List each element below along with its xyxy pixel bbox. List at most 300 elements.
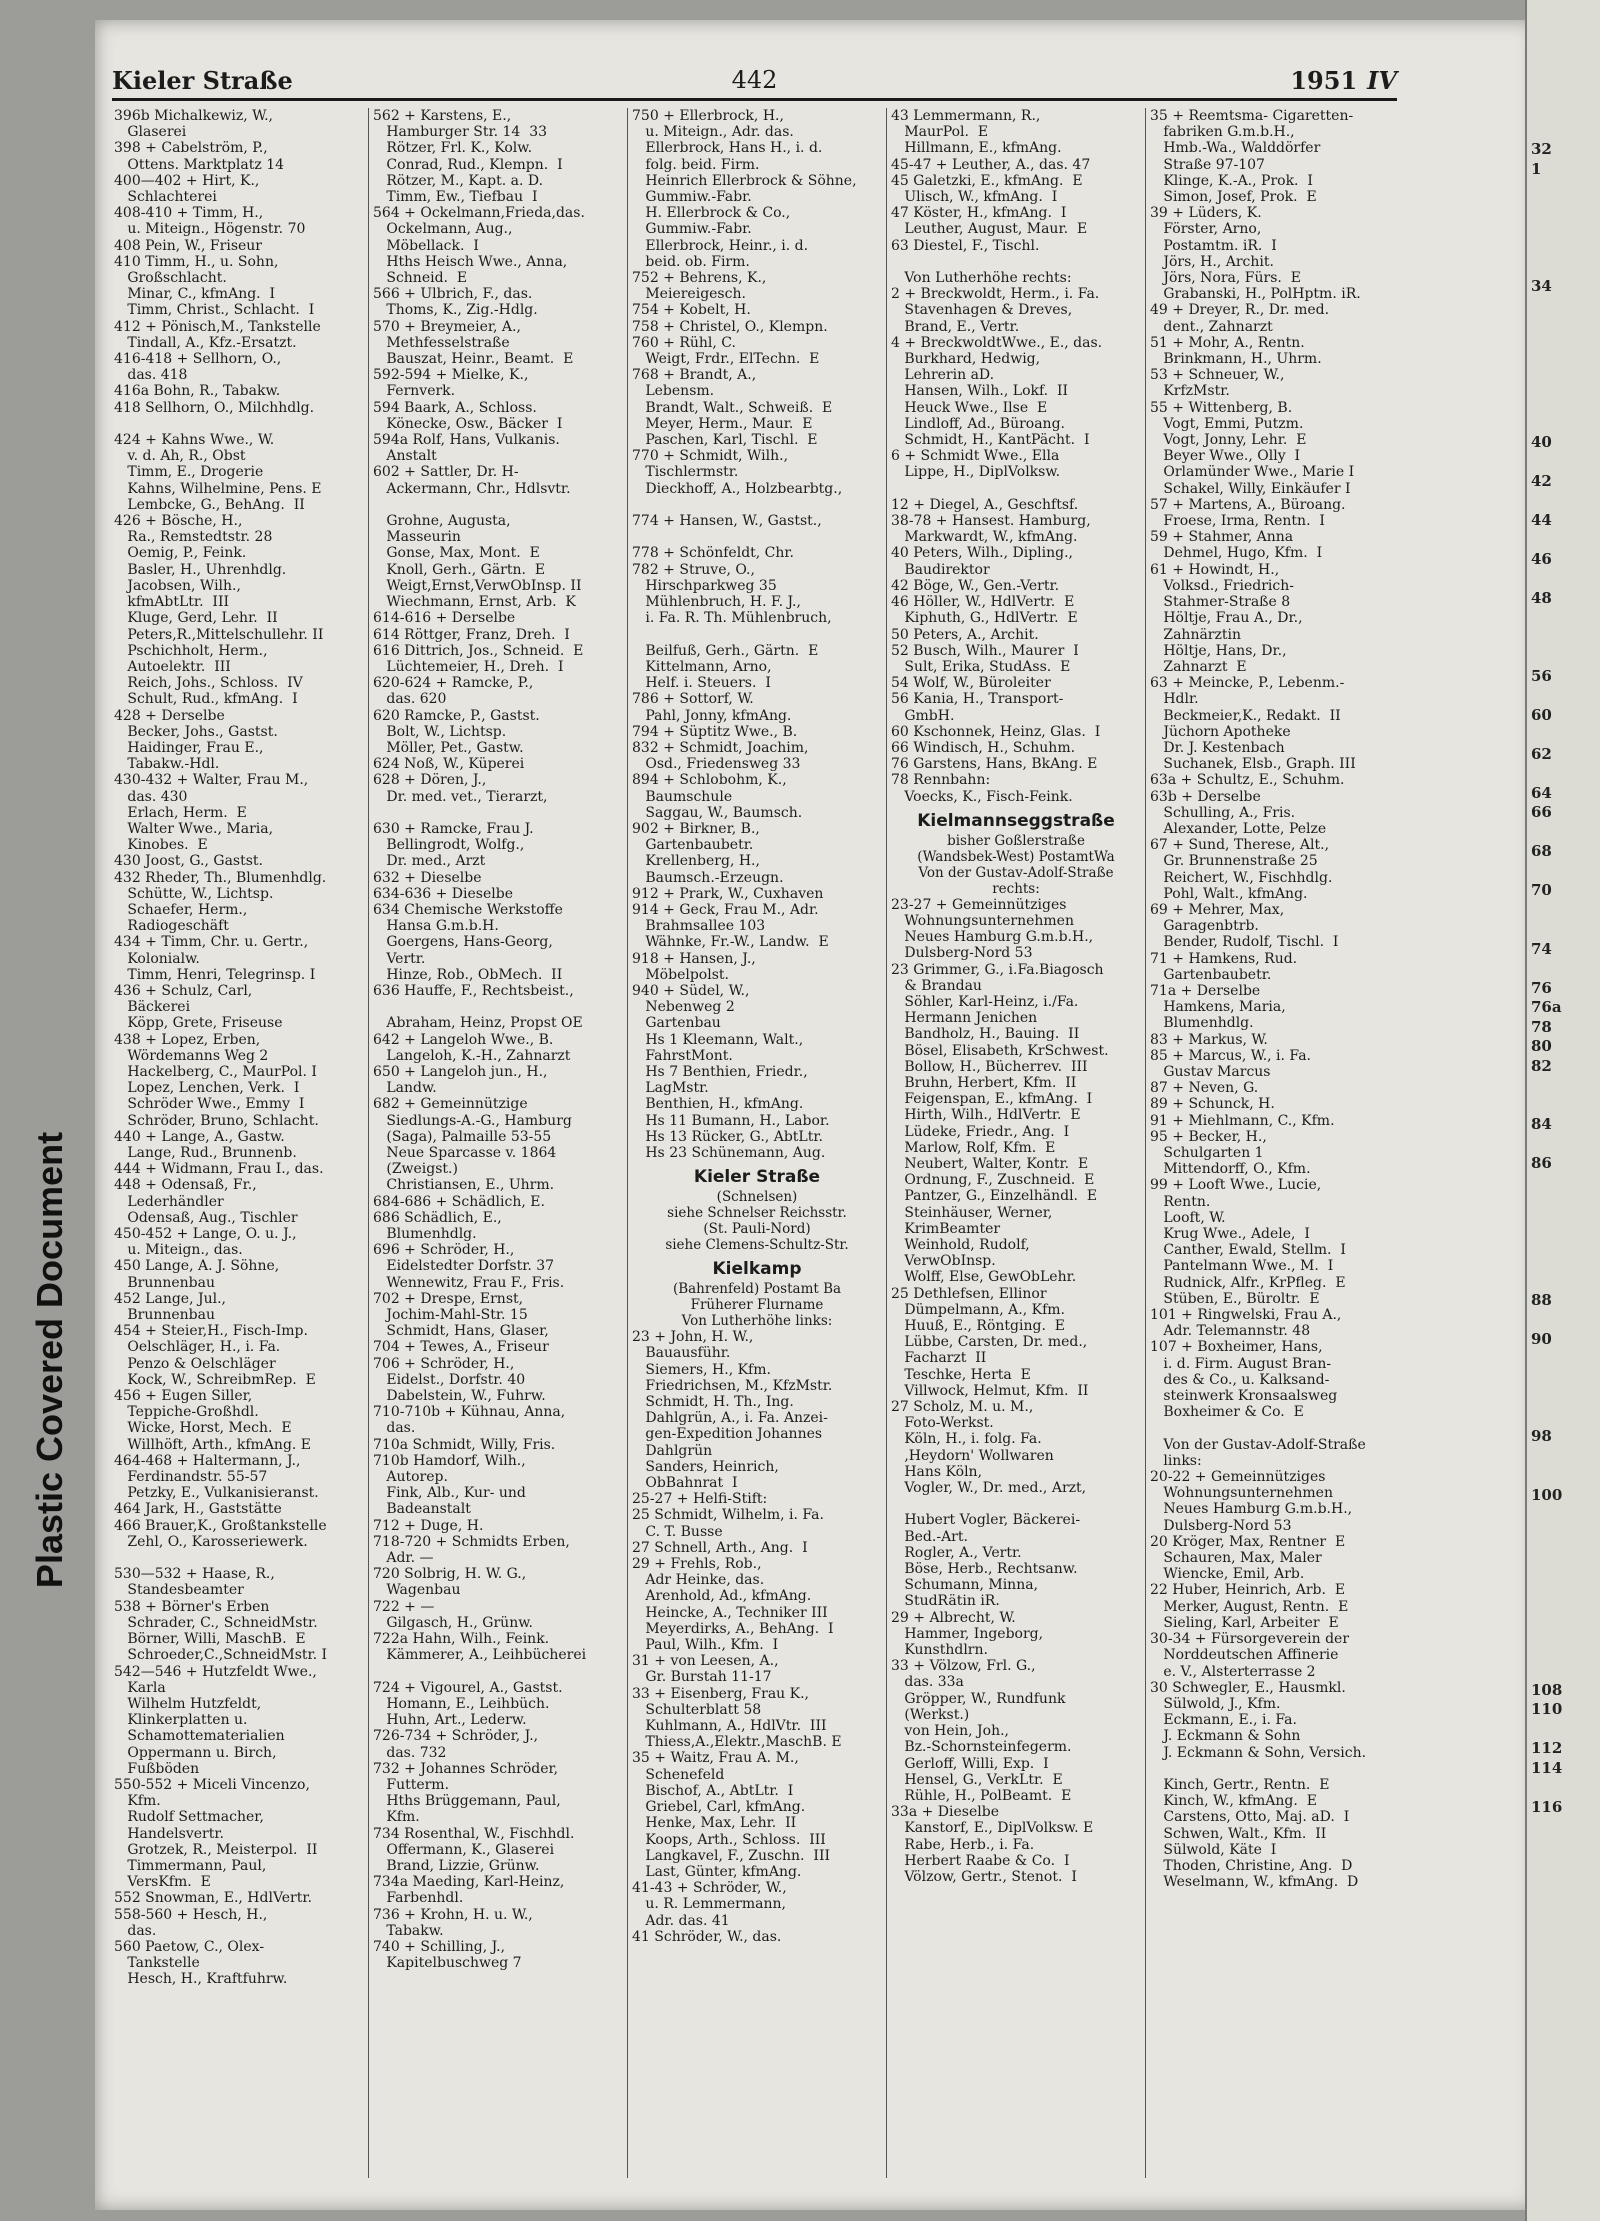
year-section [1290, 66, 1397, 95]
directory-entry: Eidelst., Dorfstr. 40 [373, 1371, 526, 1388]
directory-entry: FahrstMont. [632, 1047, 733, 1064]
directory-entry: 710-710b + Kühnau, Anna, [373, 1404, 566, 1421]
directory-entry: Vogler, W., Dr. med., Arzt, [891, 1480, 1087, 1497]
directory-entry: Schütte, W., Lichtsp. [114, 885, 274, 902]
directory-entry [373, 805, 623, 821]
directory-entry: 20 Kröger, Max, Rentner E [1150, 1533, 1346, 1550]
directory-entry: Hs 1 Kleemann, Walt., [632, 1031, 804, 1048]
directory-entry: Kittelmann, Arno, [632, 658, 772, 675]
directory-entry: Koops, Arth., Schloss. III [632, 1831, 826, 1848]
next-page-number [1527, 1096, 1600, 1116]
directory-entry: Jacobsen, Wilh., [114, 577, 241, 594]
directory-entry: Straße 97-107 [1150, 156, 1265, 173]
directory-entry: Langkavel, F., Zuschn. III [632, 1847, 831, 1864]
directory-entry: Christiansen, E., Uhrm. [373, 1177, 555, 1194]
directory-entry: Pantelmann Wwe., M. I [1150, 1258, 1334, 1275]
directory-entry: 636 Hauffe, F., Rechtsbeist., [373, 982, 574, 999]
directory-entry: Timmermann, Paul, [114, 1857, 267, 1874]
section-note: siehe Clemens-Schultz-Str. [665, 1237, 849, 1254]
section-note: Von Lutherhöhe links: [681, 1313, 833, 1330]
directory-entry: Burkhard, Hedwig, [891, 351, 1041, 368]
directory-entry: 720 Solbrig, H. W. G., [373, 1566, 527, 1583]
directory-entry: Meyer, Herm., Maur. E [632, 415, 813, 432]
directory-entry: Eidelstedter Dorfstr. 37 [373, 1258, 555, 1275]
directory-entry: Beyer Wwe., Olly I [1150, 448, 1301, 465]
next-page-number [1527, 569, 1600, 589]
directory-entry: Heincke, A., Techniker III [632, 1604, 828, 1621]
directory-entry: 650 + Langeloh jun., H., [373, 1063, 548, 1080]
directory-entry: 794 + Süptitz Wwe., B. [632, 723, 798, 740]
directory-entry: Postamtm. iR. I [1150, 237, 1277, 254]
directory-entry: 33 + Eisenberg, Frau K., [632, 1685, 810, 1702]
directory-entry: Saggau, W., Baumsch. [632, 804, 803, 821]
directory-entry: 564 + Ockelmann,Frieda,das. [373, 205, 585, 222]
column-4 [887, 108, 1146, 2178]
directory-entry: Villwock, Helmut, Kfm. II [891, 1382, 1089, 1399]
directory-entry: Odensaß, Aug., Tischler [114, 1209, 298, 1226]
directory-entry: H. Ellerbrock & Co., [632, 205, 791, 222]
directory-entry: Tabakw.-Hdl. [114, 756, 220, 773]
next-page-number: 116 [1531, 1797, 1563, 1816]
directory-entry: Timm, Henri, Telegrinsp. I [114, 966, 316, 983]
directory-entry: Kiphuth, G., HdlVertr. E [891, 610, 1078, 627]
page-number: 442 [731, 66, 778, 94]
directory-entry: u. Miteign., Adr. das. [632, 124, 794, 141]
directory-entry: Lippe, H., DiplVolksw. [891, 464, 1061, 481]
directory-entry: Neubert, Walter, Kontr. E [891, 1155, 1089, 1172]
directory-entry: J. Eckmann & Sohn [1150, 1728, 1301, 1745]
directory-entry: Schmidt, H. Th., Ing. [632, 1394, 794, 1411]
directory-entry: Blumenhdlg. [1150, 1015, 1254, 1032]
directory-entry: Schamottematerialien [114, 1728, 285, 1745]
directory-entry: Gr. Brunnenstraße 25 [1150, 853, 1318, 870]
directory-entry: Tabakw. [373, 1922, 444, 1939]
year: 1951 [1290, 66, 1358, 95]
directory-entry: Paul, Wilh., Kfm. I [632, 1637, 779, 1654]
directory-entry: Tankstelle [114, 1955, 200, 1972]
directory-entry: Jörs, Nora, Fürs. E [1150, 270, 1301, 287]
next-page-number: 46 [1531, 549, 1552, 568]
directory-entry: das. 418 [114, 367, 188, 384]
directory-entry: Willhöft, Arth., kfmAng. E [114, 1436, 312, 1453]
directory-entry: Petzky, E., Vulkanisieranst. [114, 1485, 319, 1502]
next-page-number: 70 [1531, 881, 1552, 899]
directory-entry [632, 497, 882, 513]
directory-entry: 614 Röttger, Franz, Dreh. I [373, 626, 570, 643]
directory-entry: 31 + von Leesen, A., [632, 1653, 779, 1670]
directory-entry [114, 1550, 364, 1566]
directory-entry: Kinobes. E [114, 837, 208, 854]
next-page-number: 48 [1531, 588, 1552, 607]
directory-entry: 56 Kania, H., Transport- [891, 691, 1064, 708]
next-page-number: 68 [1531, 842, 1552, 860]
directory-entry: Dulsberg-Nord 53 [891, 945, 1033, 962]
directory-entry: Lindloff, Ad., Büroang. [891, 415, 1065, 432]
directory-entry: Wagenbau [373, 1582, 461, 1599]
directory-entry: fabriken G.m.b.H., [1150, 124, 1295, 141]
directory-entry: Leuther, August, Maur. E [891, 221, 1088, 238]
directory-entry: Suchanek, Elsb., Graph. III [1150, 756, 1356, 773]
directory-entry: Hamburger Str. 14 33 [373, 124, 548, 141]
directory-entry: Sülwold, J., Kfm. [1150, 1695, 1281, 1712]
next-page-number [1527, 491, 1600, 511]
column-1 [110, 108, 369, 2178]
directory-entry: Lederhändler [114, 1193, 224, 1210]
directory-entry: 464 Jark, H., Gaststätte [114, 1501, 282, 1518]
directory-entry: Last, Günter, kfmAng. [632, 1863, 802, 1880]
directory-entry: beid. ob. Firm. [632, 253, 750, 270]
directory-entry: 63b + Derselbe [1150, 788, 1261, 805]
directory-entry: Stahmer-Straße 8 [1150, 594, 1291, 611]
directory-entry: Schröder, Bruno, Schlacht. [114, 1112, 319, 1129]
directory-entry: 454 + Steier,H., Fisch-Imp. [114, 1323, 308, 1340]
section-heading: Kielmannseggstraße [917, 810, 1115, 831]
next-page-number [1527, 1447, 1600, 1467]
directory-entry: 410 Timm, H., u. Sohn, [114, 253, 279, 270]
directory-entry: Krug Wwe., Adele, I [1150, 1226, 1310, 1243]
directory-entry: 732 + Johannes Schröder, [373, 1760, 559, 1777]
directory-entry: Langeloh, K.-H., Zahnarzt [373, 1047, 571, 1064]
directory-entry: u. Miteign., Högenstr. 70 [114, 221, 306, 238]
directory-entry: Gröpper, W., Rundfunk [891, 1690, 1066, 1707]
directory-entry: Anstalt [373, 448, 437, 465]
directory-entry: Sanders, Heinrich, [632, 1458, 779, 1475]
directory-entry: links: [1150, 1452, 1202, 1469]
directory-entry: Jörs, H., Archit. [1150, 253, 1274, 270]
directory-entry: Schulgarten 1 [1150, 1145, 1264, 1161]
directory-entry: Kapitelbuschweg 7 [373, 1955, 522, 1972]
directory-entry: Börner, Willi, MaschB. E [114, 1631, 306, 1648]
directory-entry: Glaserei [114, 124, 187, 141]
next-page-number: 56 [1531, 666, 1552, 685]
directory-entry: Henke, Max, Lehr. II [632, 1815, 797, 1832]
directory-entry: 722a Hahn, Wilh., Feink. [373, 1631, 550, 1648]
directory-entry: Von Lutherhöhe rechts: [891, 270, 1072, 287]
directory-entry: Lopez, Lenchen, Verk. I [114, 1080, 300, 1097]
directory-entry: Grohne, Augusta, [373, 513, 511, 530]
next-page-number [1527, 1135, 1600, 1155]
directory-entry [1150, 1761, 1401, 1777]
directory-entry: 724 + Vigourel, A., Gastst. [373, 1679, 563, 1696]
directory-entry: 416-418 + Sellhorn, O., [114, 351, 282, 368]
directory-entry: 726-734 + Schröder, J., [373, 1728, 539, 1745]
next-page-number [1527, 1388, 1600, 1408]
directory-entry: Bäckerei [114, 999, 191, 1016]
directory-entry: Basler, H., Uhrenhdlg. [114, 561, 287, 578]
directory-entry: 76 Garstens, Hans, BkAng. E [891, 756, 1098, 773]
directory-entry: 66 Windisch, H., Schuhm. [891, 739, 1076, 756]
directory-entry: 57 + Martens, A., Büroang. [1150, 496, 1346, 513]
next-page-number [1527, 335, 1600, 355]
directory-entry: Knoll, Gerh., Gärtn. E [373, 561, 546, 578]
directory-entry: Bauszat, Heinr., Beamt. E [373, 351, 574, 368]
directory-entry: Kinch, Gertr., Rentn. E [1150, 1776, 1330, 1793]
next-page-number [1527, 1603, 1600, 1623]
directory-entry: Neue Sparcasse v. 1864 [373, 1145, 557, 1161]
next-page-number [1527, 1622, 1600, 1642]
next-page-number [1527, 1544, 1600, 1564]
directory-entry: Fink, Alb., Kur- und [373, 1485, 526, 1502]
directory-entry: Peters,R.,Mittelschullehr. II [114, 626, 324, 643]
directory-entry: Rötzer, Frl. K., Kolw. [373, 140, 533, 157]
directory-entry: 450 Lange, A. J. Söhne, [114, 1258, 280, 1275]
directory-entry: Adr. — [373, 1550, 434, 1567]
directory-entry: Dümpelmann, A., Kfm. [891, 1301, 1065, 1318]
directory-entry: Hmb.-Wa., Walddörfer [1150, 140, 1321, 157]
directory-entry: 29 + Albrecht, W. [891, 1609, 1016, 1626]
column-2 [369, 108, 628, 2178]
directory-entry: Grabanski, H., PolHptm. iR. [1150, 286, 1361, 303]
directory-entry: das. [114, 1922, 157, 1939]
directory-entry: Conrad, Rud., Klempn. I [373, 156, 563, 173]
directory-entry: Kuhlmann, A., HdlVtr. III [632, 1718, 827, 1735]
directory-entry: 430 Joost, G., Gastst. [114, 853, 263, 870]
directory-entry: Weigt, Frdr., ElTechn. E [632, 351, 820, 368]
directory-entry: Wolff, Else, GewObLehr. [891, 1269, 1077, 1286]
directory-entry: 632 + Dieselbe [373, 869, 482, 886]
directory-entry: Förster, Arno, [1150, 221, 1262, 238]
directory-entry: Meyerdirks, A., BehAng. I [632, 1620, 834, 1637]
next-page-number [1527, 1408, 1600, 1428]
next-page-number [1527, 823, 1600, 843]
directory-entry: Wicke, Horst, Mech. E [114, 1420, 292, 1437]
next-page-number [1527, 1817, 1600, 1837]
directory-entry: Pohl, Walt., kfmAng. [1150, 885, 1308, 902]
directory-entry: das. [373, 1420, 416, 1437]
section-note: (St. Pauli-Nord) [703, 1221, 811, 1238]
directory-entry: 696 + Schröder, H., [373, 1242, 515, 1259]
directory-entry: Karla [114, 1679, 166, 1696]
directory-entry: Looft, W. [1150, 1209, 1226, 1226]
next-page-number [1527, 1661, 1600, 1681]
directory-entry: Heuck Wwe., Ilse E [891, 399, 1048, 416]
directory-entry: Brahmsallee 103 [632, 918, 766, 935]
directory-entry: 550-552 + Miceli Vincenzo, [114, 1776, 310, 1793]
directory-entry [1150, 1420, 1401, 1436]
directory-entry: 39 + Lüders, K. [1150, 205, 1262, 222]
directory-entry: 912 + Prark, W., Cuxhaven [632, 885, 824, 902]
directory-entry: Möbelpolst. [632, 966, 729, 983]
directory-entry: 438 + Lopez, Erben, [114, 1031, 261, 1048]
directory-entry: Söhler, Karl-Heinz, i./Fa. [891, 993, 1079, 1010]
directory-entry: 95 + Becker, H., [1150, 1128, 1267, 1145]
directory-entry: 778 + Schönfeldt, Chr. [632, 545, 795, 562]
directory-entry: 91 + Miehlmann, C., Kfm. [1150, 1112, 1335, 1129]
directory-entry: Masseurin [373, 529, 461, 546]
street-heading: Kieler Straße [112, 66, 293, 95]
directory-entry: & Brandau [891, 977, 982, 994]
directory-entry: 682 + Gemeinnützige [373, 1096, 528, 1113]
directory-entry: Dieckhoff, A., Holzbearbtg., [632, 480, 843, 497]
directory-entry: Kfm. [373, 1809, 420, 1826]
next-page-number: 114 [1531, 1758, 1563, 1777]
directory-entry: 83 + Markus, W. [1150, 1031, 1268, 1048]
directory-entry: 562 + Karstens, E., [373, 108, 512, 124]
next-page-number: 1 [1531, 159, 1542, 178]
directory-entry: Dahlgrün [632, 1442, 713, 1459]
directory-entry [373, 999, 623, 1015]
next-page-number: 44 [1531, 510, 1552, 529]
column-5 [1146, 108, 1405, 2178]
directory-entry: Dr. J. Kestenbach [1150, 739, 1285, 756]
directory-entry: 642 + Langeloh Wwe., B. [373, 1031, 554, 1048]
directory-entry: Wohnungsunternehmen [891, 912, 1074, 929]
directory-entry: Gerloff, Willi, Exp. I [891, 1755, 1049, 1772]
directory-entry: Landw. [373, 1080, 437, 1097]
directory-entry: Hans Köln, [891, 1463, 983, 1480]
directory-entry: Zehl, O., Karosseriewerk. [114, 1533, 308, 1550]
section-note: Von der Gustav-Adolf-Straße [918, 864, 1114, 881]
directory-entry: Gartenbaubetr. [1150, 966, 1272, 983]
directory-entry: Nebenweg 2 [632, 999, 735, 1016]
directory-entry: 628 + Dören, J., [373, 772, 487, 789]
next-page-number: 108 [1531, 1680, 1563, 1699]
directory-entry: 12 + Diegel, A., Geschftsf. [891, 496, 1079, 513]
directory-entry: Eckmann, E., i. Fa. [1150, 1712, 1297, 1729]
directory-entry: 634-636 + Dieselbe [373, 885, 513, 902]
directory-entry: Alexander, Lotte, Pelze [1150, 820, 1327, 837]
next-page-number: 82 [1531, 1056, 1552, 1075]
directory-entry: Bandholz, H., Bauing. II [891, 1026, 1080, 1043]
directory-entry: Vertr. [373, 950, 426, 967]
directory-entry: Mittendorff, O., Kfm. [1150, 1161, 1311, 1178]
directory-entry: Garagenbtrb. [1150, 918, 1259, 935]
directory-entry: Dr. med. vet., Tierarzt, [373, 788, 548, 805]
directory-entry: 52 Busch, Wilh., Maurer I [891, 642, 1079, 659]
directory-entry: Ordnung, F., Zuschneid. E [891, 1172, 1095, 1189]
directory-entry: Hs 11 Bumann, H., Labor. [632, 1112, 830, 1129]
directory-entry: 452 Lange, Jul., [114, 1290, 226, 1307]
directory-entry: 620-624 + Ramcke, P., [373, 675, 534, 692]
directory-entry: Handelsvertr. [114, 1825, 224, 1842]
directory-entry: Schrader, C., SchneidMstr. [114, 1614, 318, 1631]
next-page-number [1527, 1271, 1600, 1291]
next-page-number [1527, 316, 1600, 336]
directory-entry: Kahns, Wilhelmine, Pens. E [114, 480, 322, 497]
directory-entry: Dabelstein, W., Fuhrw. [373, 1388, 546, 1405]
directory-entry: 43 Lemmermann, R., [891, 108, 1041, 124]
directory-entry: (Saga), Palmaille 53-55 [373, 1128, 552, 1145]
directory-entry: Timm, Christ., Schlacht. I [114, 302, 315, 319]
directory-entry: 616 Dittrich, Jos., Schneid. E [373, 642, 584, 659]
directory-entry: 566 + Ulbrich, F., das. [373, 286, 533, 303]
directory-entry: Huhn, Art., Lederw. [373, 1712, 527, 1729]
directory-entry: Kinch, W., kfmAng. E [1150, 1793, 1317, 1810]
next-page-number: 74 [1531, 939, 1552, 958]
directory-entry: Brinkmann, H., Uhrm. [1150, 351, 1322, 368]
directory-entry: Lehrerin aD. [891, 367, 995, 384]
directory-entry [114, 416, 364, 432]
directory-entry: 706 + Schröder, H., [373, 1355, 515, 1372]
directory-entry: Reich, Johs., Schloss. IV [114, 675, 303, 692]
directory-entry: Blumenhdlg. [373, 1226, 477, 1243]
directory-entry: u. Miteign., das. [114, 1242, 243, 1259]
directory-entry: 71a + Derselbe [1150, 982, 1261, 999]
next-page-number [1527, 901, 1600, 921]
directory-entry: Sieling, Karl, Arbeiter E [1150, 1614, 1339, 1631]
directory-entry: Hs 7 Benthien, Friedr., [632, 1063, 808, 1080]
next-page-number [1527, 355, 1600, 375]
next-page-number [1527, 686, 1600, 706]
next-page-number: 60 [1531, 705, 1552, 724]
directory-entry: Hirschparkweg 35 [632, 577, 777, 594]
directory-entry: Schneid. E [373, 270, 468, 287]
directory-entry: 734 Rosenthal, W., Fischhdl. [373, 1825, 575, 1842]
directory-entry: Kluge, Gerd, Lehr. II [114, 610, 278, 627]
directory-entry: Osd., Friedensweg 33 [632, 756, 801, 773]
next-page-number: 76 [1531, 978, 1552, 997]
directory-entry: Lebensm. [632, 383, 715, 400]
directory-entry: Brunnenbau [114, 1307, 216, 1324]
directory-entry: Pantzer, G., Einzelhändl. E [891, 1188, 1098, 1205]
directory-entry: J. Eckmann & Sohn, Versich. [1150, 1744, 1367, 1761]
directory-entry: 2 + Breckwoldt, Herm., i. Fa. [891, 286, 1100, 303]
directory-entry: Autoelektr. III [114, 658, 231, 675]
directory-entry: Friedrichsen, M., KfzMstr. [632, 1377, 833, 1394]
directory-entry: 570 + Breymeier, A., [373, 318, 521, 335]
next-page-number [1527, 608, 1600, 628]
directory-entry: 42 Böge, W., Gen.-Vertr. [891, 577, 1060, 594]
directory-entry: Wähnke, Fr.-W., Landw. E [632, 934, 829, 951]
directory-entry: 736 + Krohn, H. u. W., [373, 1906, 533, 1923]
directory-entry: u. R. Lemmermann, [632, 1896, 786, 1913]
next-page-number [1527, 1232, 1600, 1252]
next-page-number [1527, 959, 1600, 979]
directory-entry: 51 + Mohr, A., Rentn. [1150, 334, 1305, 351]
directory-entry: 63a + Schultz, E., Schuhm. [1150, 772, 1345, 789]
section-note: bisher Goßlerstraße [947, 832, 1085, 849]
next-page-number [1527, 1349, 1600, 1369]
directory-entry: Gartenbau [632, 1015, 721, 1032]
directory-entry: 418 Sellhorn, O., Milchhdlg. [114, 399, 315, 416]
directory-entry: Stavenhagen & Dreves, [891, 302, 1073, 319]
directory-entry: 560 Paetow, C., Olex- [114, 1938, 265, 1955]
section-note: rechts: [992, 880, 1040, 897]
directory-entry: 54 Wolf, W., Büroleiter [891, 675, 1051, 692]
directory-entry: 33a + Dieselbe [891, 1804, 999, 1821]
directory-entry: 750 + Ellerbrock, H., [632, 108, 784, 124]
directory-entry: 408-410 + Timm, H., [114, 205, 264, 222]
directory-entry: 35 + Waitz, Frau A. M., [632, 1750, 799, 1767]
next-page-number [1527, 647, 1600, 667]
directory-entry: Wilhelm Hutzfeldt, [114, 1695, 262, 1712]
directory-entry: Wennewitz, Frau F., Fris. [373, 1274, 565, 1291]
directory-entry: 101 + Ringwelski, Frau A., [1150, 1307, 1342, 1324]
next-page-number [1527, 1193, 1600, 1213]
directory-entry: Froese, Irma, Rentn. I [1150, 513, 1325, 530]
directory-entry: 78 Rennbahn: [891, 772, 991, 789]
directory-entry: Bz.-Schornsteinfegerm. [891, 1739, 1072, 1756]
directory-entry: Hamkens, Maria, [1150, 999, 1286, 1016]
directory-entry: dent., Zahnarzt [1150, 318, 1273, 335]
directory-entry: Brand, Lizzie, Grünw. [373, 1857, 540, 1874]
directory-entry: Stüben, E., Büroltr. E [1150, 1290, 1320, 1307]
directory-entry: Bösel, Elisabeth, KrSchwest. [891, 1042, 1109, 1059]
directory-entry: Boxheimer & Co. E [1150, 1404, 1304, 1421]
next-page-number [1527, 1252, 1600, 1272]
directory-entry: 25 Dethlefsen, Ellinor [891, 1285, 1047, 1302]
directory-entry: 466 Brauer,K., Großtankstelle [114, 1517, 327, 1534]
directory-entry: 29 + Frehls, Rob., [632, 1556, 762, 1573]
directory-entry: 61 + Howindt, H., [1150, 561, 1280, 578]
directory-entry: Ellerbrock, Hans H., i. d. [632, 140, 823, 157]
directory-entry: 602 + Sattler, Dr. H- [373, 464, 519, 481]
directory-entry: Offermann, K., Glaserei [373, 1841, 555, 1858]
directory-entry: Rogler, A., Vertr. [891, 1544, 1022, 1561]
next-page-number [1527, 296, 1600, 316]
directory-entry: 4 + BreckwoldtWwe., E., das. [891, 334, 1103, 351]
directory-entry [632, 627, 882, 643]
